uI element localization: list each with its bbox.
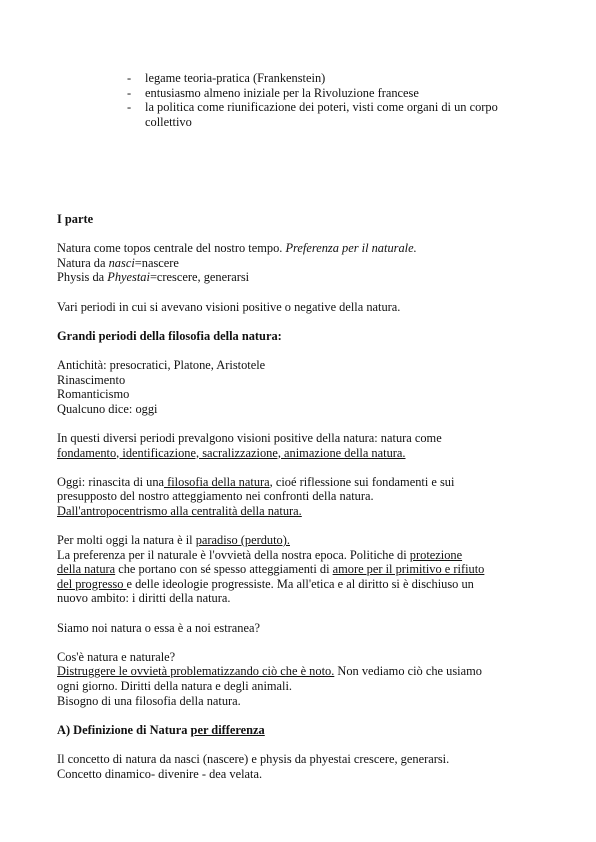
bullet-item [127, 86, 547, 101]
bullet-marker: - [127, 71, 132, 85]
text-run: Natura da [57, 255, 109, 270]
underlined-run: del progresso [57, 576, 127, 591]
underlined-run: della natura [57, 562, 116, 577]
text-line: In questi diversi periodi prevalgono visioni positive della natura: natura come [57, 430, 442, 445]
what-paragraph [57, 650, 547, 708]
text-line [57, 562, 547, 577]
visions-paragraph [57, 431, 547, 460]
bullet-marker: - [127, 85, 132, 100]
text-line: ogni giorno. Diritti della natura e degli animali. [57, 679, 293, 693]
bullet-text: entusiasmo almeno iniziale per la Rivoluzione francese [145, 85, 419, 100]
bullet-item [127, 71, 547, 86]
section-title: I parte [57, 212, 94, 226]
intro-paragraph [57, 241, 547, 285]
text-line [57, 475, 547, 490]
text-line: nuovo ambito: i diritti della natura. [57, 591, 231, 606]
text-run: Oggi: rinascita di una [57, 474, 165, 489]
periods-sentence: Vari periodi in cui si avevano visioni positive o negative della natura. [57, 299, 401, 314]
text-line [57, 548, 547, 563]
text-line: Cos'è natura e naturale? [57, 649, 176, 664]
underlined-run: Distruggere le ovvietà problematizzando ciò che è noto. [57, 664, 335, 679]
period-item: Antichità: presocratici, Platone, Aristotele [57, 357, 266, 372]
today-paragraph [57, 475, 547, 519]
period-item: Qualcuno dice: oggi [57, 401, 158, 416]
text-run: A) Definizione di Natura [57, 722, 191, 737]
underlined-line: Dall'antropocentrismo alla centralità della natura. [57, 503, 302, 518]
text-line [57, 533, 547, 548]
text-run: =nascere [134, 255, 179, 270]
underlined-run: amore per il primitivo e rifiuto [332, 562, 485, 577]
bullet-marker: - [127, 100, 132, 115]
bullet-text: la politica come riunificazione dei poteri, visti come organi di un corpo collettivo [145, 100, 498, 129]
underlined-line: fondamento, identificazione, sacralizzazione, animazione della natura. [57, 445, 406, 460]
text-run: Physis da [57, 270, 108, 285]
text-line [57, 664, 547, 679]
intro-line [57, 256, 547, 271]
text-run: =crescere, generarsi [149, 270, 250, 285]
underlined-run: paradiso (perduto). [195, 533, 290, 548]
text-run: Per molti oggi la natura è il [57, 533, 196, 548]
period-item: Rinascimento [57, 372, 126, 387]
text-run: e delle ideologie progressiste. Ma all'etica e al diritto si è dischiuso un [126, 576, 474, 591]
underlined-run: filosofia della natura [164, 474, 270, 489]
text-line [57, 577, 547, 592]
text-line: Concetto dinamico- divenire - dea velata. [57, 766, 263, 781]
text-run: Non vediamo ciò che usiamo [334, 664, 482, 679]
body-text [57, 212, 547, 796]
text-run: che portano con sé spesso atteggiamenti di [115, 562, 333, 577]
intro-line [57, 241, 547, 256]
period-item: Romanticismo [57, 387, 130, 402]
periods-heading: Grandi periodi della filosofia della natura: [57, 328, 282, 343]
underlined-run: per differenza [190, 722, 265, 737]
text-run: Natura come topos centrale del nostro tempo. [57, 241, 286, 256]
bullet-text: legame teoria-pratica (Frankenstein) [145, 71, 326, 85]
text-run: , cioé riflessione sui fondamenti e sui [269, 474, 455, 489]
intro-line [57, 270, 547, 285]
definition-paragraph [57, 752, 547, 781]
italic-run: Preferenza per il naturale. [285, 241, 417, 256]
paradise-paragraph [57, 533, 547, 606]
periods-list [57, 358, 547, 416]
text-line: Bisogno di una filosofia della natura. [57, 693, 241, 708]
bullet-list [127, 71, 547, 129]
italic-run: nasci [108, 255, 135, 270]
definition-heading [57, 723, 547, 738]
italic-run: Phyestai [107, 270, 150, 285]
text-run: La preferenza per il naturale è l'ovvietà della nostra epoca. Politiche di [57, 547, 410, 562]
text-line: presupposto del nostro atteggiamento nei confronti della natura. [57, 489, 374, 504]
bullet-item [127, 100, 547, 129]
question-paragraph: Siamo noi natura o essa è a noi estranea? [57, 620, 260, 635]
underlined-run: protezione [409, 547, 463, 562]
text-line: Il concetto di natura da nasci (nascere) e physis da phyestai crescere, generarsi. [57, 751, 450, 766]
